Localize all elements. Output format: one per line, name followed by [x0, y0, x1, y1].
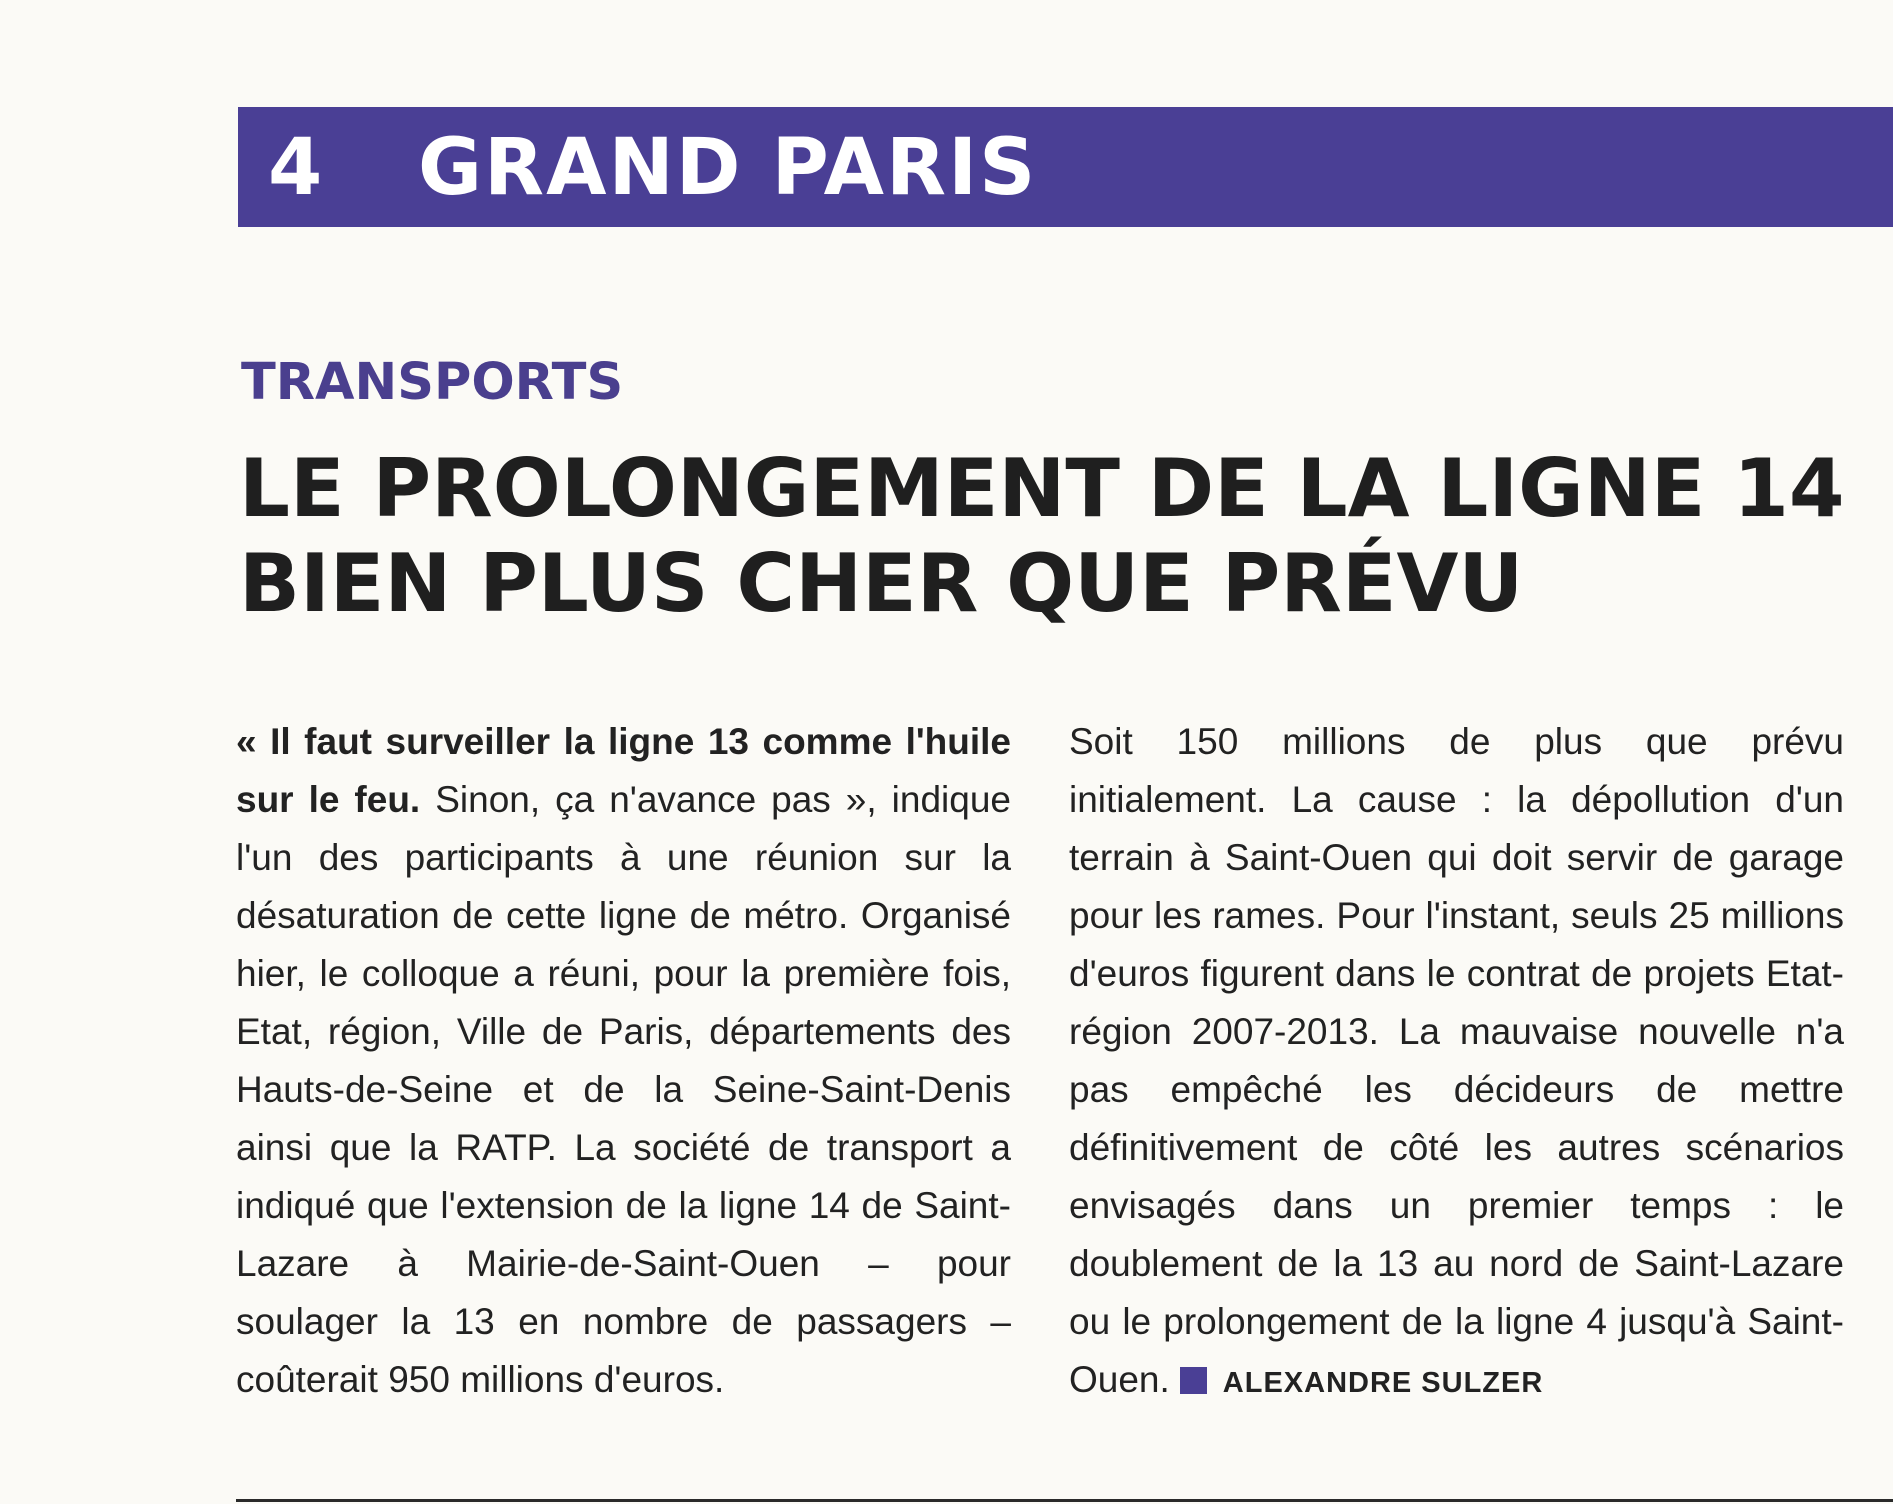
section-title: GRAND PARIS	[418, 123, 1038, 213]
bottom-divider	[236, 1499, 1893, 1502]
headline-line-2: BIEN PLUS CHER QUE PRÉVU	[239, 537, 1524, 630]
article-headline	[239, 441, 1879, 631]
article-column-right	[1069, 713, 1844, 1412]
body-text-right: Soit 150 millions de plus que prévu initialement. La cause : la dépollution d'un terrain à Saint-Ouen qui doit servir de garage pour les rames. Pour l'instant, seuls 25 millions d'euros figurent dans le contrat de projets Etat-région 2007-2013. La mauvaise nouvelle n'a pas empêché les décideurs de mettre définitivement de côté les autres scénarios envisagés dans un premier temps : le doublement de la 13 au nord de Saint-Lazare ou le prolongement de la ligne 4 jusqu'à Saint-Ouen.	[1069, 721, 1844, 1400]
page-number: 4	[268, 123, 323, 213]
article-column-left	[236, 713, 1011, 1409]
article-kicker: TRANSPORTS	[241, 353, 624, 412]
byline: ALEXANDRE SULZER	[1222, 1367, 1544, 1399]
lead-quote: « Il faut surveiller la ligne 13 comme l'huile sur le feu.	[236, 721, 1011, 820]
end-of-article-icon	[1180, 1367, 1207, 1394]
body-text-left: Sinon, ça n'avance pas », indique l'un des participants à une réunion sur la désaturation de cette ligne de métro. Organisé hier, le colloque a réuni, pour la première fois, Etat, région, Ville de Paris, départements des Hauts-de-Seine et de la Seine-Saint-Denis ainsi que la RATP. La société de transport a indiqué que l'extension de la ligne 14 de Saint-Lazare à Mairie-de-Saint-Ouen – pour soulager la 13 en nombre de passagers – coûterait 950 millions d'euros.	[236, 779, 1011, 1400]
headline-line-1: LE PROLONGEMENT DE LA LIGNE 14	[239, 442, 1845, 535]
